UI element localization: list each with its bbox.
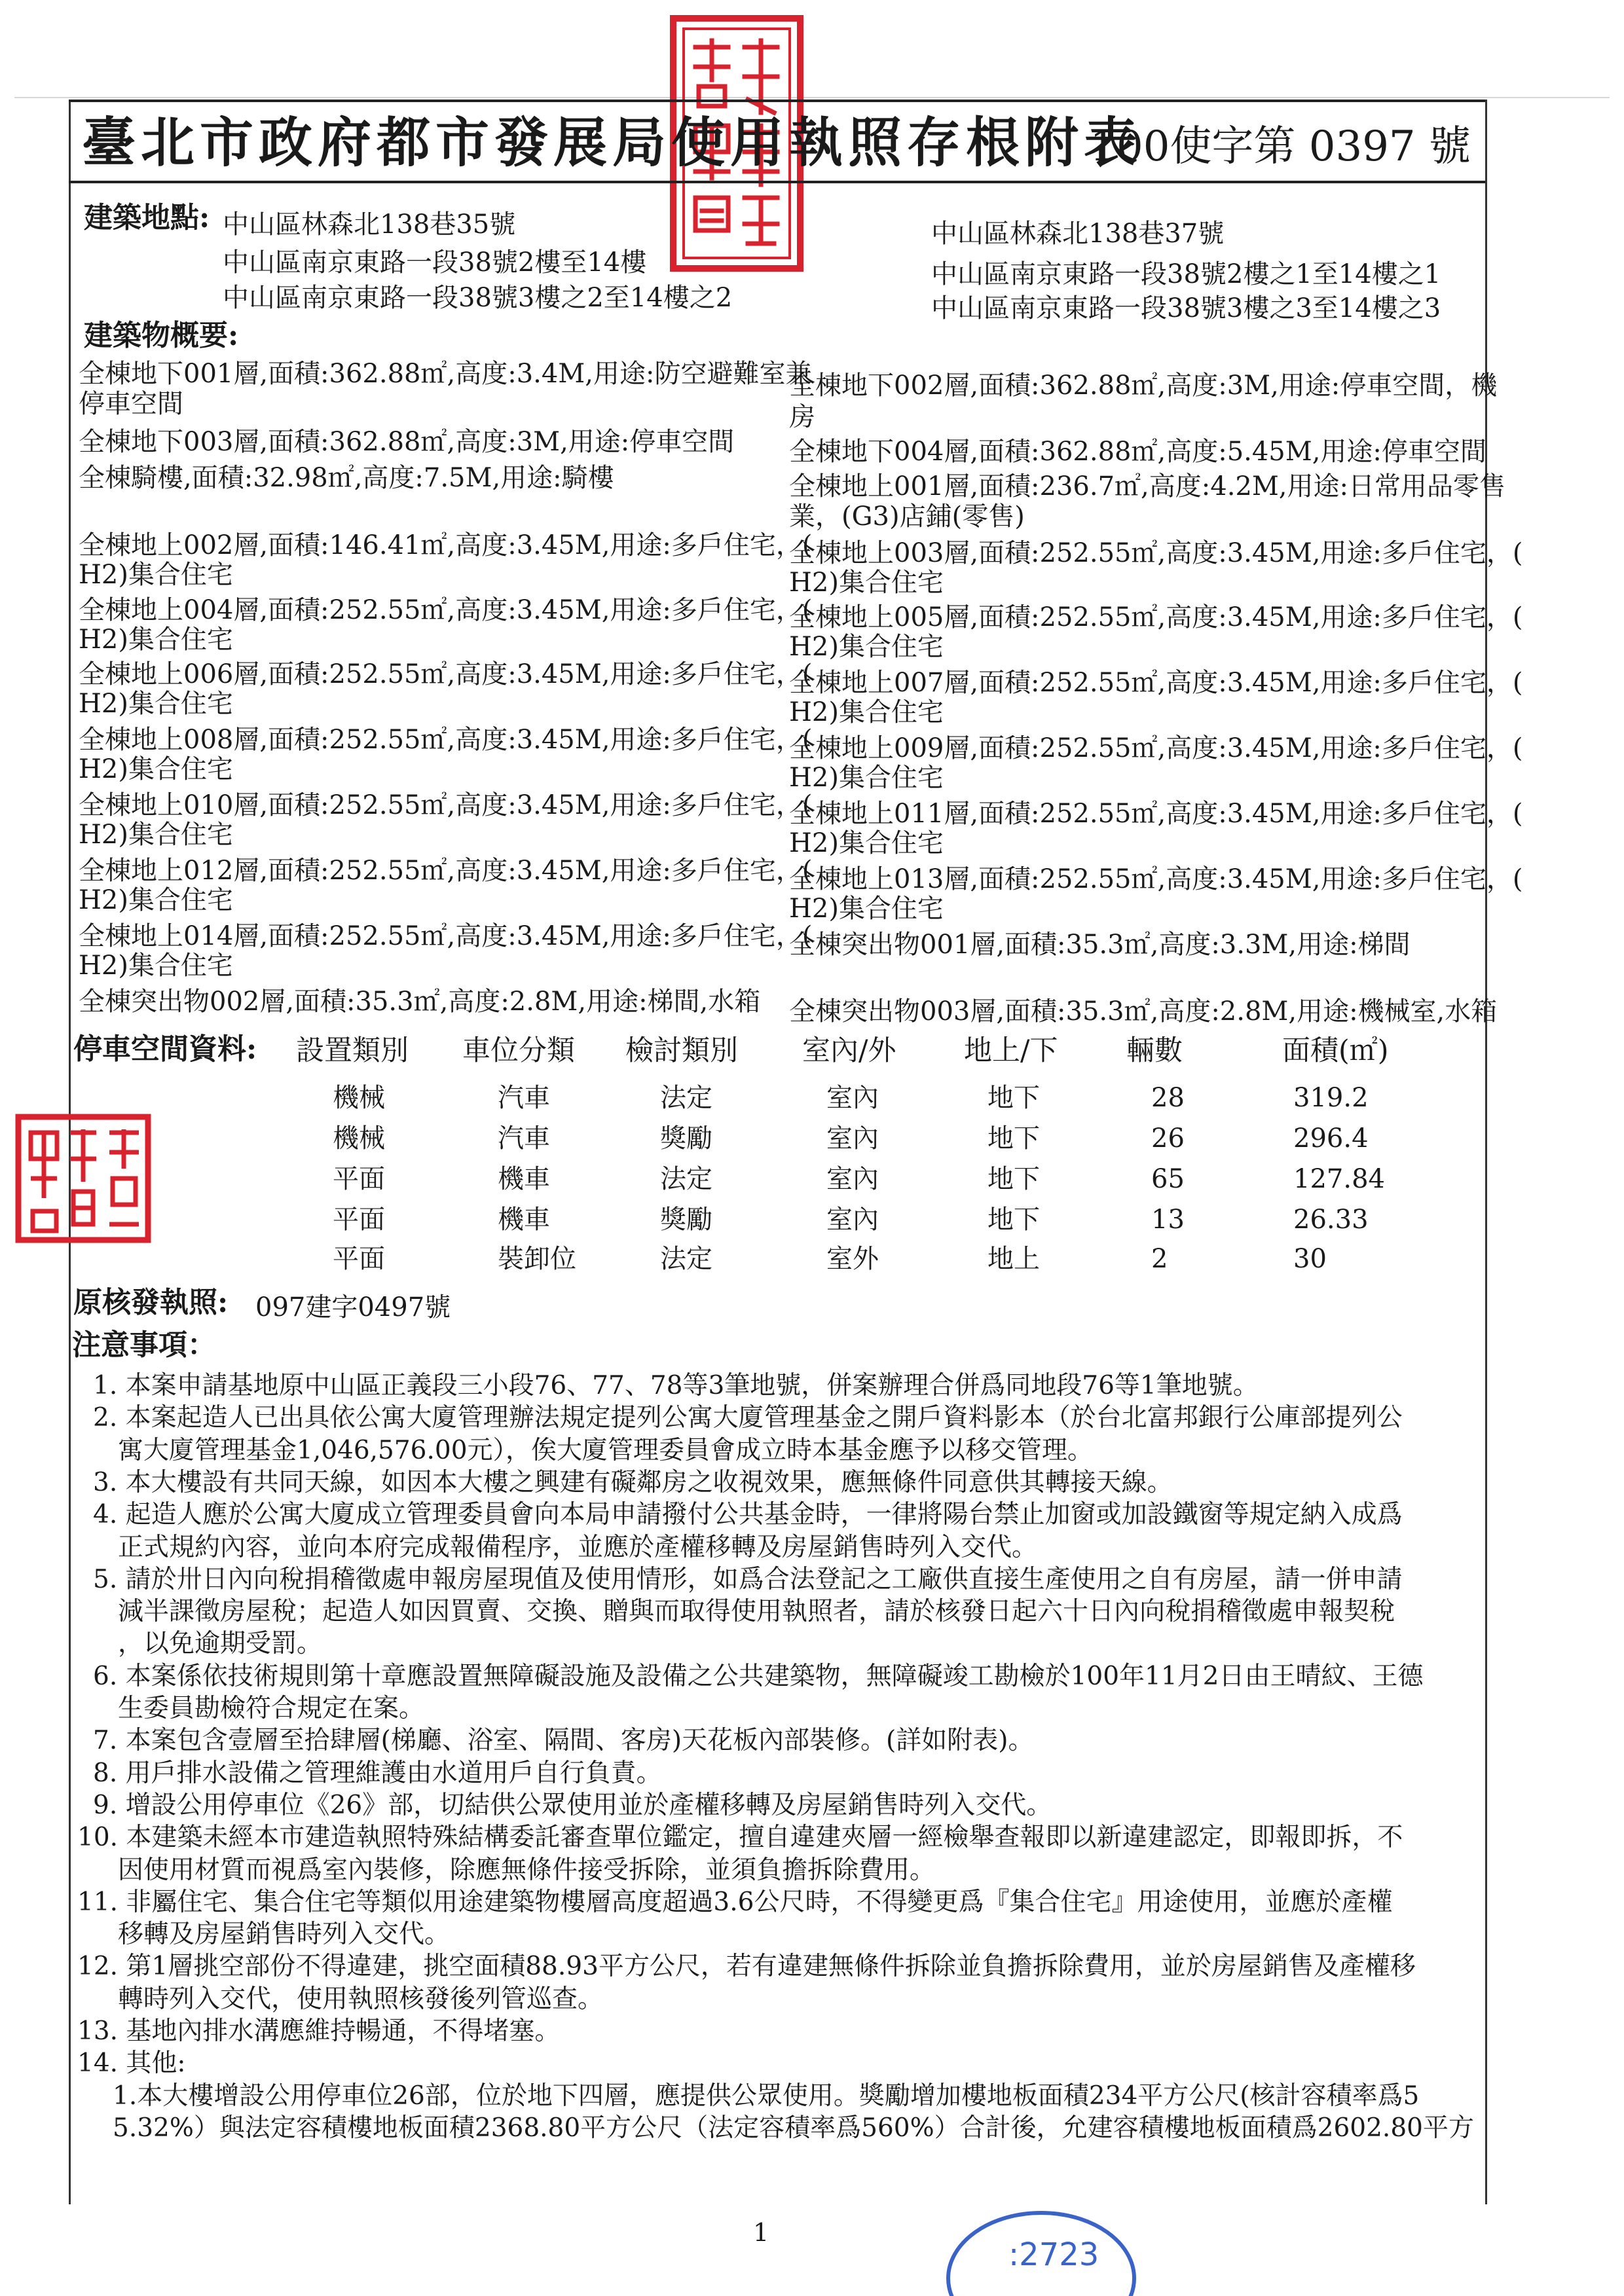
overview-right-line: H2)集合住宅 (789, 632, 944, 662)
note-line: 因使用材質而視爲室內裝修，除應無條件接受拆除，並須負擔拆除費用。 (118, 1855, 936, 1885)
parking-cell: 30 (1293, 1244, 1327, 1274)
overview-left-line: 全棟地上008層,面積:252.55㎡,高度:3.45M,用途:多戶住宅，( (79, 725, 813, 755)
note-line: 9. 增設公用停車位《26》部，切結供公眾使用並於產權移轉及房屋銷售時列入交代。 (93, 1790, 1052, 1820)
overview-right-line: 全棟地上013層,面積:252.55㎡,高度:3.45M,用途:多戶住宅，( (789, 864, 1523, 894)
parking-cell: 296.4 (1293, 1123, 1369, 1154)
note-line: 10. 本建築未經本市建造執照特殊結構委託審查單位鑑定，擅自違建夾層一經檢舉查報即以新違建認定，即報即拆，不 (77, 1823, 1403, 1853)
overview-left-line: H2)集合住宅 (79, 560, 233, 590)
parking-col-header: 車位分類 (462, 1034, 575, 1067)
form-title: 臺北市政府都市發展局使用執照存根附表 (82, 111, 1143, 174)
note-line: 減半課徵房屋稅；起造人如因買賣、交換、贈與而取得使用執照者，請於核發日起六十日內向稅捐稽徵處申報契稅 (118, 1597, 1395, 1627)
parking-cell: 機械 (333, 1083, 385, 1113)
parking-cell: 65 (1151, 1164, 1185, 1194)
overview-left-line: 全棟騎樓,面積:32.98㎡,高度:7.5M,用途:騎樓 (79, 463, 614, 493)
note-line: 6. 本案係依技術規則第十章應設置無障礙設施及設備之公共建築物，無障礙竣工勘檢於100年11月2日由王晴紋、王德 (93, 1661, 1424, 1691)
parking-cell: 13 (1151, 1205, 1185, 1235)
note-line: 13. 基地內排水溝應維持暢通，不得堵塞。 (77, 2016, 561, 2046)
parking-col-header: 設置類別 (296, 1034, 409, 1067)
overview-left-line: 全棟地上004層,面積:252.55㎡,高度:3.45M,用途:多戶住宅，( (79, 595, 813, 625)
overview-right-line: 全棟地上009層,面積:252.55㎡,高度:3.45M,用途:多戶住宅，( (789, 733, 1523, 763)
original-permit-label: 原核發執照: (73, 1286, 229, 1319)
overview-left-line: 全棟地下001層,面積:362.88㎡,高度:3.4M,用途:防空避難室兼 (79, 359, 812, 389)
note-line: 轉時列入交代，使用執照核發後列管巡查。 (118, 1984, 604, 2014)
overview-left-line: H2)集合住宅 (79, 754, 233, 784)
parking-col-header: 檢討類別 (625, 1034, 738, 1067)
overview-right-line: 全棟突出物001層,面積:35.3㎡,高度:3.3M,用途:梯間 (789, 930, 1411, 960)
overview-right-line: H2)集合住宅 (789, 828, 944, 858)
parking-cell: 26 (1151, 1123, 1185, 1154)
address-left-1: 中山區林森北138巷35號 (223, 210, 516, 240)
overview-right-line: 全棟地上011層,面積:252.55㎡,高度:3.45M,用途:多戶住宅，( (789, 799, 1523, 829)
parking-cell: 汽車 (498, 1083, 550, 1113)
sheet-edge-line (14, 97, 1610, 98)
overview-right-line: 全棟地下002層,面積:362.88㎡,高度:3M,用途:停車空間，機 (789, 371, 1498, 401)
parking-cell: 室內 (826, 1083, 879, 1113)
form-header (69, 100, 1485, 183)
parking-cell: 裝卸位 (498, 1244, 576, 1274)
note-line: 移轉及房屋銷售時列入交代。 (118, 1920, 451, 1950)
parking-cell: 地下 (987, 1164, 1040, 1194)
overview-right-line: 全棟地上005層,面積:252.55㎡,高度:3.45M,用途:多戶住宅，( (789, 602, 1523, 632)
overview-right-line: H2)集合住宅 (789, 568, 944, 598)
parking-cell: 平面 (333, 1205, 385, 1235)
overview-left-line: H2)集合住宅 (79, 885, 233, 915)
note-line: 12. 第1層挑空部份不得違建，挑空面積88.93平方公尺，若有違建無條件拆除並負擔拆除費用，並於房屋銷售及產權移 (77, 1952, 1416, 1982)
parking-cell: 室外 (826, 1244, 879, 1274)
parking-label: 停車空間資料: (73, 1032, 257, 1066)
parking-cell: 地下 (987, 1205, 1040, 1235)
parking-cell: 獎勵 (660, 1123, 712, 1154)
address-right-1: 中山區林森北138巷37號 (931, 219, 1225, 249)
note-line: 2. 本案起造人已出具依公寓大廈管理辦法規定提列公寓大廈管理基金之開戶資料影本（於台北富邦銀行公庫部提列公 (93, 1403, 1403, 1433)
parking-cell: 平面 (333, 1164, 385, 1194)
parking-cell: 法定 (660, 1244, 712, 1274)
address-left-3: 中山區南京東路一段38號3樓之2至14樓之2 (223, 283, 733, 313)
overview-right-line: 全棟地上007層,面積:252.55㎡,高度:3.45M,用途:多戶住宅，( (789, 668, 1523, 698)
overview-right-line: 全棟地下004層,面積:362.88㎡,高度:5.45M,用途:停車空間 (789, 437, 1486, 467)
overview-left-line: H2)集合住宅 (79, 625, 233, 655)
parking-cell: 機械 (333, 1123, 385, 1154)
overview-left-line: 全棟地上010層,面積:252.55㎡,高度:3.45M,用途:多戶住宅，( (79, 790, 813, 820)
overview-left-line: 全棟地上014層,面積:252.55㎡,高度:3.45M,用途:多戶住宅，( (79, 921, 813, 951)
overview-right-line: H2)集合住宅 (789, 763, 944, 793)
parking-cell: 室內 (826, 1164, 879, 1194)
overview-left-line: 全棟地上006層,面積:252.55㎡,高度:3.45M,用途:多戶住宅，( (79, 659, 813, 689)
overview-right-line: 業，(G3)店鋪(零售) (789, 501, 1025, 532)
parking-cell: 127.84 (1293, 1164, 1385, 1194)
note-line: 14. 其他: (77, 2049, 186, 2079)
overview-left-line: 停車空間 (79, 389, 183, 419)
address-label: 建築地點: (84, 201, 210, 234)
overview-left-line: 全棟突出物002層,面積:35.3㎡,高度:2.8M,用途:梯間,水箱 (79, 987, 761, 1017)
address-left-2: 中山區南京東路一段38號2樓至14樓 (223, 247, 647, 278)
parking-cell: 汽車 (498, 1123, 550, 1154)
note-line: 1. 本案申請基地原中山區正義段三小段76、77、78等3筆地號，併案辦理合併爲同地段76等1筆地號。 (93, 1371, 1259, 1400)
parking-cell: 地下 (987, 1083, 1040, 1113)
parking-cell: 地下 (987, 1123, 1040, 1154)
parking-cell: 28 (1151, 1083, 1185, 1113)
parking-cell: 2 (1151, 1244, 1168, 1274)
parking-col-header: 室內/外 (802, 1034, 896, 1067)
notes-label: 注意事項： (72, 1328, 216, 1362)
note-line: 生委員勘檢符合規定在案。 (118, 1694, 425, 1723)
note-line: 3. 本大樓設有共同天線，如因本大樓之興建有礙鄰房之收視效果，應無條件同意供其轉接天線。 (93, 1467, 1173, 1497)
note-line: 5.32%）與法定容積樓地板面積2368.80平方公尺（法定容積率爲560%）合計後，允建容積樓地板面積爲2602.80平方 (113, 2113, 1474, 2143)
note-line: 4. 起造人應於公寓大廈成立管理委員會向本局申請撥付公共基金時，一律將陽台禁止加窗或加設鐵窗等規定納入成爲 (93, 1500, 1403, 1530)
permit-number: 100使字第 0397 號 (1090, 122, 1471, 171)
blue-receipt-stamp (943, 2206, 1139, 2296)
parking-cell: 室內 (826, 1123, 879, 1154)
overview-label: 建築物概要: (84, 319, 239, 352)
overview-left-line: 全棟地上012層,面積:252.55㎡,高度:3.45M,用途:多戶住宅，( (79, 856, 813, 886)
note-line: 5. 請於卅日內向稅捐稽徵處申報房屋現值及使用情形，如爲合法登記之工廠供直接生產使用之自有房屋，請一併申請 (93, 1564, 1403, 1594)
note-line: 正式規約內容，並向本府完成報備程序，並應於產權移轉及房屋銷售時列入交代。 (118, 1532, 1038, 1562)
overview-left-line: H2)集合住宅 (79, 951, 233, 981)
overview-right-line: H2)集合住宅 (789, 894, 944, 924)
parking-cell: 室內 (826, 1205, 879, 1235)
overview-right-line: 全棟地上001層,面積:236.7㎡,高度:4.2M,用途:日常用品零售 (789, 471, 1506, 501)
overview-right-line: 全棟突出物003層,面積:35.3㎡,高度:2.8M,用途:機械室,水箱 (789, 996, 1498, 1027)
address-right-3: 中山區南京東路一段38號3樓之3至14樓之3 (931, 293, 1441, 323)
overview-left-line: H2)集合住宅 (79, 820, 233, 850)
note-line: 寓大廈管理基金1,046,576.00元），俟大廈管理委員會成立時本基金應予以移交管理。 (118, 1435, 1094, 1465)
overview-left-line: 全棟地下003層,面積:362.88㎡,高度:3M,用途:停車空間 (79, 427, 735, 457)
note-line: 11. 非屬住宅、集合住宅等類似用途建築物樓層高度超過3.6公尺時，不得變更爲『集合住宅』用途使用，並應於產權 (77, 1887, 1393, 1917)
overview-right-line: 全棟地上003層,面積:252.55㎡,高度:3.45M,用途:多戶住宅，( (789, 538, 1523, 568)
overview-right-line: H2)集合住宅 (789, 697, 944, 727)
page-number: 1 (753, 2218, 769, 2247)
parking-col-header: 地上/下 (964, 1034, 1058, 1067)
note-line: ，以免逾期受罰。 (118, 1629, 323, 1659)
official-seal-left (14, 1113, 152, 1244)
overview-left-line: H2)集合住宅 (79, 689, 233, 719)
address-right-2: 中山區南京東路一段38號2樓之1至14樓之1 (931, 259, 1441, 289)
parking-col-header: 輛數 (1126, 1034, 1183, 1067)
original-permit-value: 097建字0497號 (255, 1292, 451, 1322)
parking-cell: 法定 (660, 1083, 712, 1113)
parking-cell: 機車 (498, 1205, 550, 1235)
note-line: 7. 本案包含壹層至拾肆層(梯廳、浴室、隔間、客房)天花板內部裝修。(詳如附表)。 (93, 1726, 1034, 1756)
parking-cell: 26.33 (1293, 1205, 1369, 1235)
parking-cell: 法定 (660, 1164, 712, 1194)
overview-left-line: 全棟地上002層,面積:146.41㎡,高度:3.45M,用途:多戶住宅，( (79, 530, 813, 560)
note-line: 8. 用戶排水設備之管理維護由水道用戶自行負責。 (93, 1758, 662, 1788)
overview-right-line: 房 (789, 402, 815, 432)
stamp-number: :2723 (1008, 2236, 1099, 2273)
parking-col-header: 面積(㎡) (1282, 1034, 1389, 1067)
note-line: 1.本大樓增設公用停車位26部，位於地下四層，應提供公眾使用。獎勵增加樓地板面積234平方公尺(核計容積率爲5 (113, 2081, 1420, 2111)
parking-cell: 地上 (987, 1244, 1040, 1274)
parking-cell: 機車 (498, 1164, 550, 1194)
parking-cell: 平面 (333, 1244, 385, 1274)
parking-cell: 319.2 (1293, 1083, 1369, 1113)
parking-cell: 獎勵 (660, 1205, 712, 1235)
